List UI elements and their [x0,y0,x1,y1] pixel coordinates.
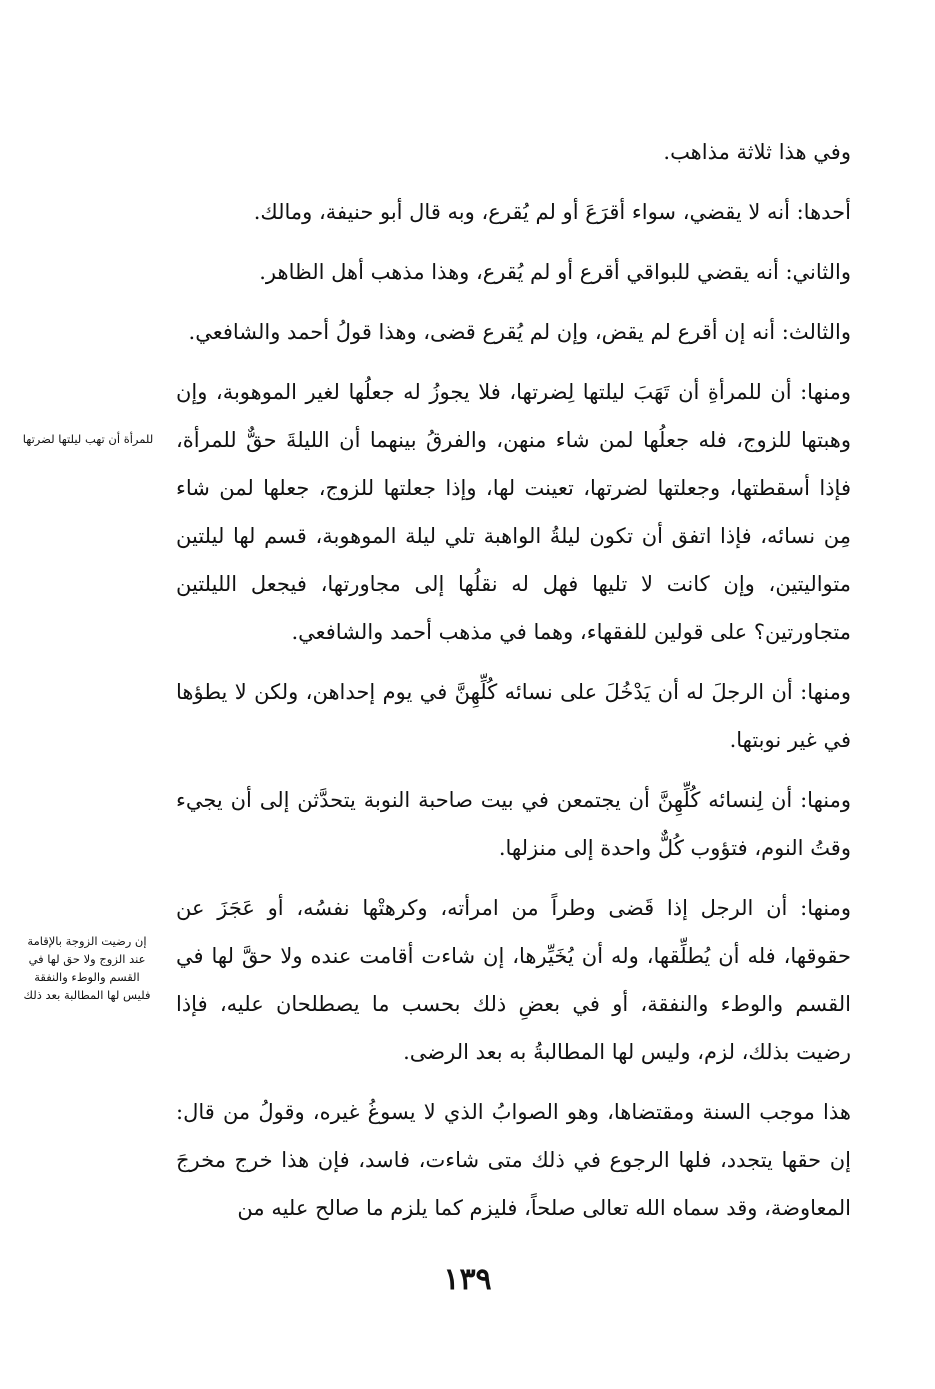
main-text-column [176,128,851,1244]
paragraph-gifting-night: ومنها: أن للمرأةِ أن تَهَبَ ليلتها لِضرتها، فلا يجوزُ له جعلُها لغير الموهوبة، وإن وهبتها للزوج، فله جعلُها لمن شاء منهن، والفرقُ بينهما أن الليلةَ حقٌّ للمرأة، فإذا أسقطتها، وجعلتها لضرتها، تعينت لها، وإذا جعلتها للزوج، جعلها لمن شاء مِن نسائه، فإذا اتفق أن تكون ليلةُ الواهبة تلي ليلة الموهوبة، قسم لها ليلتين متواليتين، وإن كانت لا تليها فهل له نقلُها إلى مجاورتها، فيجعل الليلتين متجاورتين؟ على قولين للفقهاء، وهما في مذهب أحمد والشافعي. [176,380,851,644]
paragraph-third-opinion: والثالث: أنه إن أقرع لم يقض، وإن لم يُقرع قضى، وهذا قولُ أحمد والشافعي. [188,320,851,344]
paragraph-visiting-wives: ومنها: أن الرجلَ له أن يَدْخُلَ على نسائه كُلِّهِنَّ في يوم إحداهن، ولكن لا يطؤها في غير نوبتها. [176,680,851,752]
paragraph-divorce-option: ومنها: أن الرجل إذا قَضى وطراً من امرأته، وكرهتْها نفسُه، أو عَجَزَ عن حقوقها، فله أن يُطلِّقها، وله أن يُخَيِّرها، إن شاءت أقامت عنده ولا حقَّ لها في القسم والوطء والنفقة، أو في بعضِ ذلك بحسب ما يصطلحان عليه، فإذا رضيت بذلك، لزم، وليس لها المطالبةُ به بعد الرضى. [176,896,851,1064]
page-number: ١٣٩ [443,1262,492,1297]
margin-note-gifting-night: للمرأة أن تهب ليلتها لضرتها [22,432,154,446]
paragraph-first-opinion: أحدها: أنه لا يقضي، سواء أقرَعَ أو لم يُقرع، وبه قال أبو حنيفة، ومالك. [253,200,851,224]
paragraph-second-opinion: والثاني: أنه يقضي للبواقي أقرع أو لم يُقرع، وهذا مذهب أهل الظاهر. [259,260,851,284]
paragraph-sunnah-ruling: هذا موجب السنة ومقتضاها، وهو الصوابُ الذي لا يسوغُ غيره، وقولُ من قال: إن حقها يتجدد، فلها الرجوع في ذلك متى شاءت، فاسد، فإن هذا خرج مخرجَ المعاوضة، وقد سماه الله تعالى صلحاً، فليزم كما يلزم ما صالح عليه من [176,1100,851,1220]
margin-note-wife-consent: إن رضيت الزوجة بالإقامة عند الزوج ولا حق لها في القسم والوطء والنفقة فليس لها المطالبة بعد ذلك [23,934,151,1002]
paragraph-gathering-wives: ومنها: أن لِنسائه كُلِّهِنَّ أن يجتمعن في بيت صاحبة النوبة يتحدَّثن إلى أن يجيء وقتُ النوم، فتؤوب كُلٌّ واحدة إلى منزلها. [176,788,851,860]
paragraph-madhahib-intro: وفي هذا ثلاثة مذاهب. [663,140,851,164]
